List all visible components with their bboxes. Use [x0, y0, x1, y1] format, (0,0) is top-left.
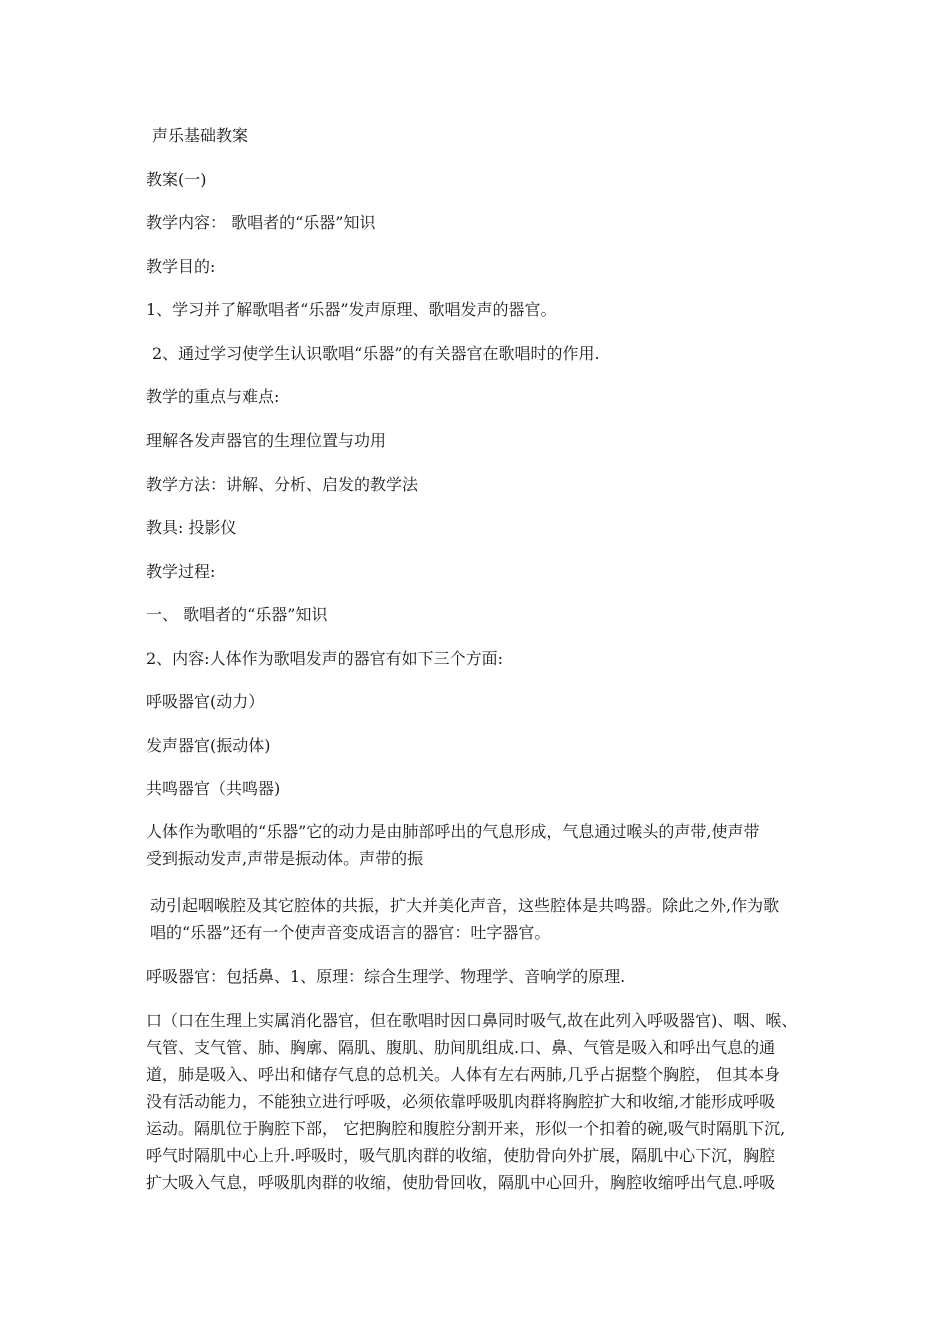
content-intro: 2、内容:人体作为歌唱发声的器官有如下三个方面:: [146, 649, 503, 668]
paragraph-resonance: [150, 892, 820, 946]
paragraph-line: 口（口在生理上实属消化器官，但在歌唱时因口鼻同时吸气,故在此列入呼吸器官)、咽、喉、: [146, 1011, 798, 1030]
paragraph-line: 扩大吸入气息，呼吸肌肉群的收缩，使肋骨回收，隔肌中心回升，胸腔收缩呼出气息.呼吸: [146, 1173, 776, 1192]
breathing-principle: 呼吸器官：包括鼻、1、原理：综合生理学、物理学、音响学的原理.: [146, 967, 626, 986]
teaching-process-heading: 教学过程:: [146, 562, 216, 581]
teaching-method: 教学方法：讲解、分析、启发的教学法: [146, 475, 419, 494]
organ-item-breathing: 呼吸器官(动力）: [146, 692, 265, 711]
paragraph-line: 气管、支气管、肺、胸廓、隔肌、腹肌、肋间肌组成.口、鼻、气管是吸入和呼出气息的通: [146, 1038, 776, 1057]
paragraph-line: 人体作为歌唱的“乐器”它的动力是由肺部呼出的气息形成，气息通过喉头的声带,使声带: [146, 822, 760, 841]
teaching-content: 教学内容： 歌唱者的“乐器”知识: [146, 213, 376, 232]
document-title: 声乐基础教案: [152, 126, 249, 145]
organ-item-resonance: 共鸣器官（共鸣器): [146, 779, 281, 798]
lesson-heading: 教案(一): [146, 170, 207, 189]
paragraph-instrument-power: [146, 818, 816, 872]
paragraph-line: 受到振动发声,声带是振动体。声带的振: [146, 849, 424, 868]
teaching-goal-heading: 教学目的:: [146, 257, 216, 276]
paragraph-line: 呼气时隔肌中心上升.呼吸时，吸气肌肉群的收缩，使肋骨向外扩展，隔肌中心下沉，胸腔: [146, 1146, 776, 1165]
section-heading-1: 一、 歌唱者的“乐器”知识: [146, 605, 328, 624]
teaching-goal-2: 2、通过学习使学生认识歌唱“乐器”的有关器官在歌唱时的作用.: [152, 344, 600, 363]
paragraph-line: 道，肺是吸入、呼出和储存气息的总机关。人体有左右两肺,几乎占据整个胸腔， 但其本身: [146, 1065, 781, 1084]
paragraph-line: 没有活动能力，不能独立进行呼吸，必须依靠呼吸肌肉群将胸腔扩大和收缩,才能形成呼吸: [146, 1092, 776, 1111]
teaching-goal-1: 1、学习并了解歌唱者“乐器”发声原理、歌唱发声的器官。: [146, 300, 557, 319]
paragraph-line: 动引起咽喉腔及其它腔体的共振，扩大并美化声音，这些腔体是共鸣器。除此之外,作为歌: [150, 896, 780, 915]
paragraph-line: 唱的“乐器”还有一个使声音变成语言的器官：吐字器官。: [150, 923, 551, 942]
paragraph-breathing-organs: [146, 1007, 816, 1196]
key-points-text: 理解各发声器官的生理位置与功用: [146, 431, 387, 450]
key-points-heading: 教学的重点与难点:: [146, 387, 280, 406]
paragraph-line: 运动。隔肌位于胸腔下部， 它把胸腔和腹腔分割开来，形似一个扣着的碗,吸气时隔肌下沉,: [146, 1119, 786, 1138]
teaching-tools: 教具: 投影仪: [146, 518, 237, 537]
organ-item-voicing: 发声器官(振动体): [146, 736, 271, 755]
